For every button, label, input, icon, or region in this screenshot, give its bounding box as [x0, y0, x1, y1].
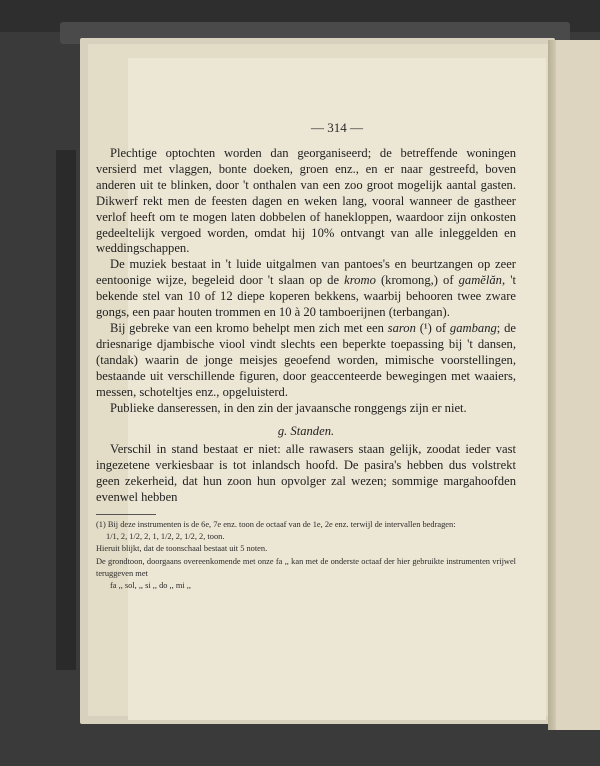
- paragraph-3: Bij gebreke van een kromo behelpt men zich met een saron (¹) of gambang; de driesnarige djambische viool vindt slechts een beperkte toepassing bij 't dansen, (tandak) waarin de jonge meisjes geoefend worden, mimische voorstellingen, bestaande uit verschillende figuren, door geaccenteerde bewegingen met waaiers, messen, schoteltjes enz., opgeluisterd.: [96, 320, 516, 399]
- footnotes: [96, 519, 516, 592]
- footnote-line: 1/1, 2, 1/2, 2, 1, 1/2, 2, 1/2, 2, toon.: [106, 532, 225, 542]
- paragraph-1: Plechtige optochten worden dan georganiseerd; de betreffende woningen versierd met vlaggen, bonte doeken, groen enz., en er naar gestreefd, boven anderen uit te blinken, door 't onthalen van een zoo groot mogelijk aantal gasten. Dikwerf rekt men de feesten dagen en weken lang, vooral wanneer de gastheer verlof heeft om te mogen laten dobbelen of hanekloppen, waardoor zijn onkosten gedeeltelijk vergoed worden, omdat hij 10% ontvangt van alle inleggelden en weddingschappen.: [96, 146, 516, 256]
- term-saron: saron: [387, 320, 416, 335]
- footnote-rule: [96, 514, 156, 515]
- footnote-line: Hieruit blijkt, dat de toonschaal bestaat uit 5 noten.: [96, 544, 268, 554]
- page-number: — 314 —: [311, 120, 363, 135]
- footnote-line: fa ,, sol, ,, si ,, do ,, mi ,,: [110, 580, 191, 590]
- term-gambang: gambang: [449, 320, 497, 335]
- footnote-line: De grondtoon, doorgaans overeenkomende met onze fa ,, kan met de onderste octaaf der hier gebruikte instrumenten vrijwel teruggeven met: [96, 556, 516, 578]
- page-text: [96, 146, 516, 592]
- section-heading: g. Standen.: [277, 424, 335, 439]
- term-gamelan: gamĕlăn: [458, 273, 502, 288]
- book-spine: [56, 150, 76, 670]
- term-kromo: kromo: [344, 273, 376, 288]
- footnote-line: (1) Bij deze instrumenten is de 6e, 7e enz. toon de octaaf van de 1e, 2e enz. terwijl de intervallen bedragen:: [96, 519, 456, 529]
- paragraph-4: Publieke danseressen, in den zin der javaansche ronggengs zijn er niet.: [110, 400, 467, 415]
- facing-page: [556, 40, 600, 730]
- paragraph-2: De muziek bestaat in 't luide uitgalmen van pantoes's en beurtzangen op zeer eentoonige wijze, begeleid door 't slaan op de kromo (kromong,) of gamĕlăn, 't bekende stel van 10 of 12 diepe koperen bekkens, waarbij behooren twee zware gongs, een paar houten trommen en 10 à 20 tamboerijnen (terbangan).: [96, 257, 516, 320]
- paragraph-5: Verschil in stand bestaat er niet: alle rawasers staan gelijk, zoodat ieder vast ingezetene verkiesbaar is tot inlandsch hoofd. De pasira's hebben dus volstrekt geen zekerheid, dat hun zoon hun opvolger zal wezen; sommige margahoofden evenwel hebben: [96, 442, 516, 505]
